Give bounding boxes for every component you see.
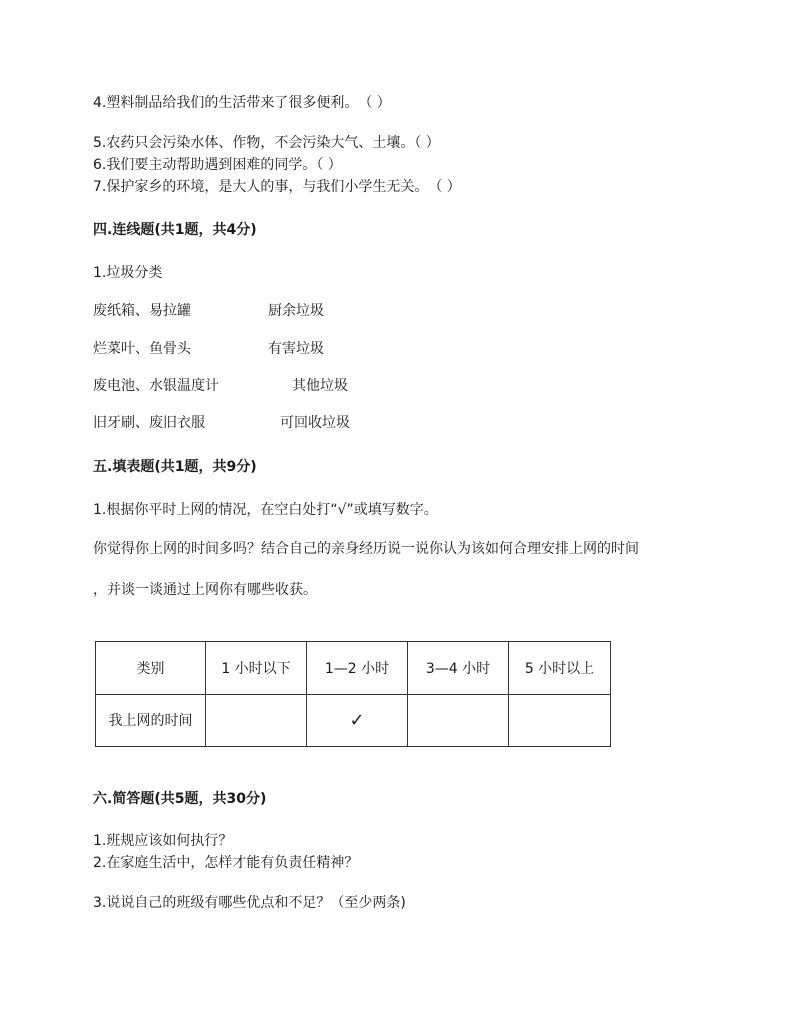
survey-table — [95, 641, 611, 747]
match-right-item: 有害垃圾 — [268, 341, 324, 357]
header-cell: 1 小时以下 — [206, 642, 307, 695]
table-header-row — [96, 642, 611, 695]
judgement-item-6: 6.我们要主动帮助遇到困难的同学。（ ） — [93, 157, 342, 173]
match-left-item: 废纸箱、易拉罐 — [93, 303, 191, 319]
answer-cell — [307, 694, 408, 747]
header-cell: 5 小时以上 — [509, 642, 611, 695]
judgement-item-7: 7.保护家乡的环境，是大人的事，与我们小学生无关。 （ ） — [93, 179, 461, 195]
question-text: 1.垃圾分类 — [93, 265, 163, 281]
match-right-item: 厨余垃圾 — [268, 303, 324, 319]
judgement-item-4: 4.塑料制品给我们的生活带来了很多便利。 （ ） — [93, 95, 391, 111]
section-title: 六.简答题(共5题，共30分) — [93, 791, 267, 807]
question-text: 1.根据你平时上网的情况，在空白处打“√”或填写数字。 — [93, 502, 438, 518]
short-answer-item: 2.在家庭生活中，怎样才能有负责任精神？ — [93, 855, 359, 871]
section-title: 四.连线题(共1题，共4分) — [93, 222, 257, 238]
match-left-item: 废电池、水银温度计 — [93, 378, 219, 394]
question-line-1: 你觉得你上网的时间多吗？结合自己的亲身经历说一说你认为该如何合理安排上网的时间 — [93, 541, 639, 557]
match-left-item: 烂菜叶、鱼骨头 — [93, 341, 191, 357]
header-cell: 类别 — [96, 642, 206, 695]
match-right-item: 可回收垃圾 — [280, 415, 350, 431]
judgement-item-5: 5.农药只会污染水体、作物，不会污染大气、土壤。（ ） — [93, 135, 440, 151]
table-row — [96, 694, 611, 747]
question-line-2: ，并谈一谈通过上网你有哪些收获。 — [93, 582, 317, 598]
header-cell: 3—4 小时 — [408, 642, 509, 695]
section-title: 五.填表题(共1题，共9分) — [93, 459, 257, 475]
check-mark-icon: ✓ — [349, 709, 365, 731]
short-answer-item: 3.说说自己的班级有哪些优点和不足？（至少两条) — [93, 895, 406, 911]
short-answer-item: 1.班规应该如何执行？ — [93, 833, 233, 849]
match-right-item: 其他垃圾 — [292, 378, 348, 394]
header-cell: 1—2 小时 — [307, 642, 408, 695]
answer-cell — [206, 694, 307, 747]
answer-cell — [509, 694, 611, 747]
row-label-cell: 我上网的时间 — [96, 694, 206, 747]
match-left-item: 旧牙刷、废旧衣服 — [93, 415, 205, 431]
answer-cell — [408, 694, 509, 747]
